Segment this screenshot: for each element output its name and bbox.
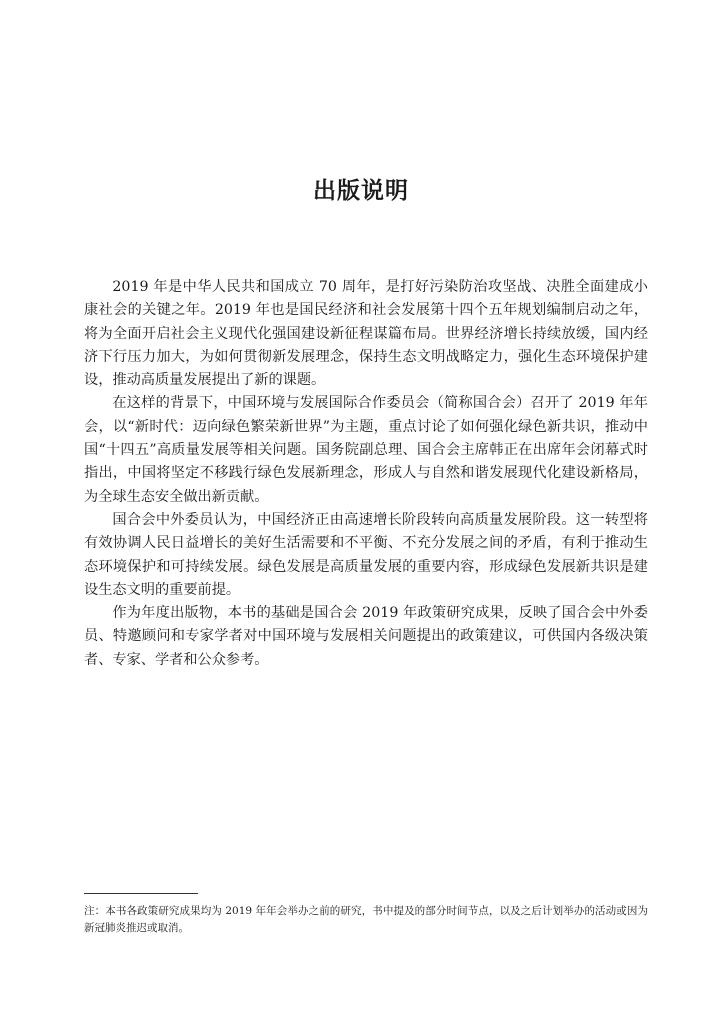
- footnote: 注：本书各政策研究成果均为 2019 年年会举办之前的研究，书中提及的部分时间节点，以及之后计划举办的活动或因为新冠肺炎推迟或取消。: [84, 905, 648, 934]
- paragraph-3: 国合会中外委员认为，中国经济正由高速增长阶段转向高质量发展阶段。这一转型将有效协调人民日益增长的美好生活需要和不平衡、不充分发展之间的矛盾，有利于推动生态环境保护和可持续发展。绿色发展是高质量发展的重要内容，形成绿色发展新共识是建设生态文明的重要前提。: [84, 511, 648, 598]
- body-text: [84, 276, 648, 672]
- paragraph-2: 在这样的背景下，中国环境与发展国际合作委员会（简称国合会）召开了 2019 年年会，以“新时代：迈向绿色繁荣新世界”为主题，重点讨论了如何强化绿色新共识，推动中国“十四五”高质量发展等相关问题。国务院副总理、国合会主席韩正在出席年会闭幕式时指出，中国将坚定不移践行绿色发展新理念，形成人与自然和谐发展现代化建设新格局，为全球生态安全做出新贡献。: [84, 395, 648, 505]
- page-title: 出版说明: [313, 178, 409, 204]
- footnote-divider: [84, 893, 198, 894]
- paragraph-4: 作为年度出版物，本书的基础是国合会 2019 年政策研究成果，反映了国合会中外委员、特邀顾问和专家学者对中国环境与发展相关问题提出的政策建议，可供国内各级决策者、专家、学者和公众参考。: [84, 605, 648, 668]
- paragraph-1: 2019 年是中华人民共和国成立 70 周年，是打好污染防治攻坚战、决胜全面建成小康社会的关键之年。2019 年也是国民经济和社会发展第十四个五年规划编制启动之年，将为全面开启社会主义现代化强国建设新征程谋篇布局。世界经济增长持续放缓，国内经济下行压力加大，为如何贯彻新发展理念，保持生态文明战略定力，强化生态环境保护建设，推动高质量发展提出了新的课题。: [84, 279, 648, 389]
